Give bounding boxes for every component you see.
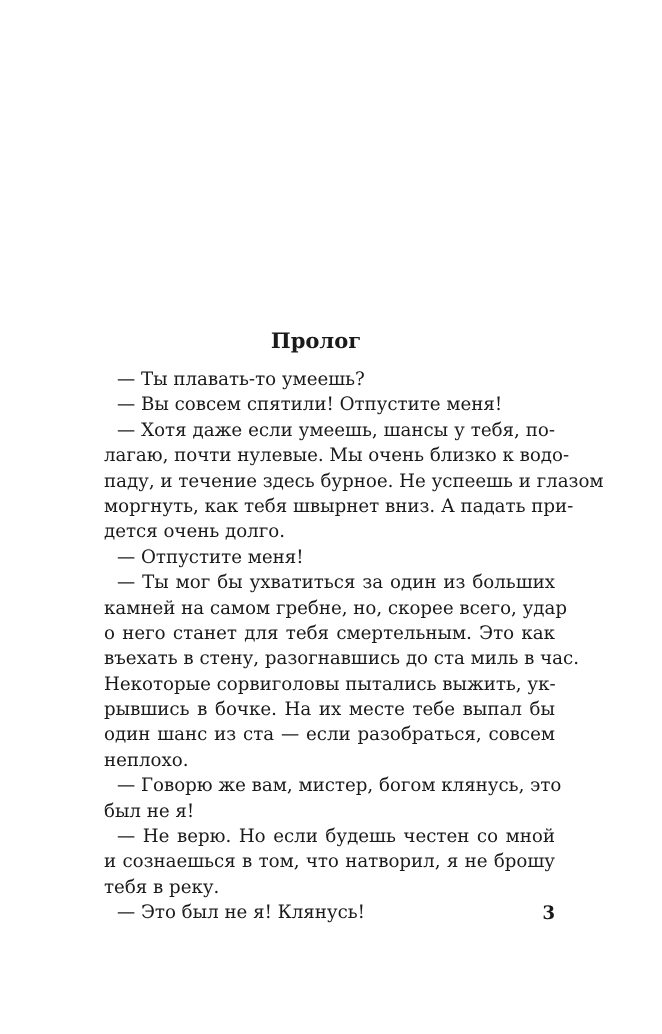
- text-line: рывшись в бочке. На их месте тебе выпал бы: [104, 699, 555, 721]
- text-line: — Это был не я! Клянусь!: [117, 902, 365, 924]
- text-line: моргнуть, как тебя швырнет вниз. А падать при-: [104, 495, 574, 517]
- text-line: дется очень долго.: [104, 521, 285, 543]
- text-line: и сознаешься в том, что натворил, я не брошу: [104, 851, 555, 873]
- page-number: 3: [542, 903, 555, 924]
- text-line: въехать в стену, разогнавшись до ста миль в час.: [104, 648, 579, 670]
- text-line: — Вы совсем спятили! Отпустите меня!: [117, 394, 503, 416]
- text-line: — Говорю же вам, мистер, богом клянусь, это: [117, 775, 562, 797]
- text-line: паду, и течение здесь бурное. Не успеешь и глазом: [104, 470, 604, 492]
- chapter-title: Пролог: [270, 328, 362, 353]
- text-line: — Хотя даже если умеешь, шансы у тебя, по-: [117, 419, 555, 441]
- text-line: — Ты плавать-то умеешь?: [117, 369, 365, 390]
- body-text: [104, 367, 604, 926]
- text-line: тебя в реку.: [104, 876, 220, 898]
- text-line: камней на самом гребне, но, скорее всего, удар: [104, 597, 567, 619]
- text-line: лагаю, почти нулевые. Мы очень близко к водо-: [104, 445, 570, 467]
- text-line: о него станет для тебя смертельным. Это как: [104, 622, 555, 644]
- text-line: Некоторые сорвиголовы пытались выжить, ук-: [104, 673, 556, 695]
- text-line: — Не верю. Но если будешь честен со мной: [117, 826, 555, 848]
- text-line: один шанс из ста — если разобраться, совсем: [104, 724, 555, 746]
- text-line: — Отпустите меня!: [117, 546, 304, 568]
- text-line: — Ты мог бы ухватиться за один из больших: [117, 572, 555, 594]
- text-line: неплохо.: [104, 749, 189, 771]
- text-line: был не я!: [104, 800, 195, 822]
